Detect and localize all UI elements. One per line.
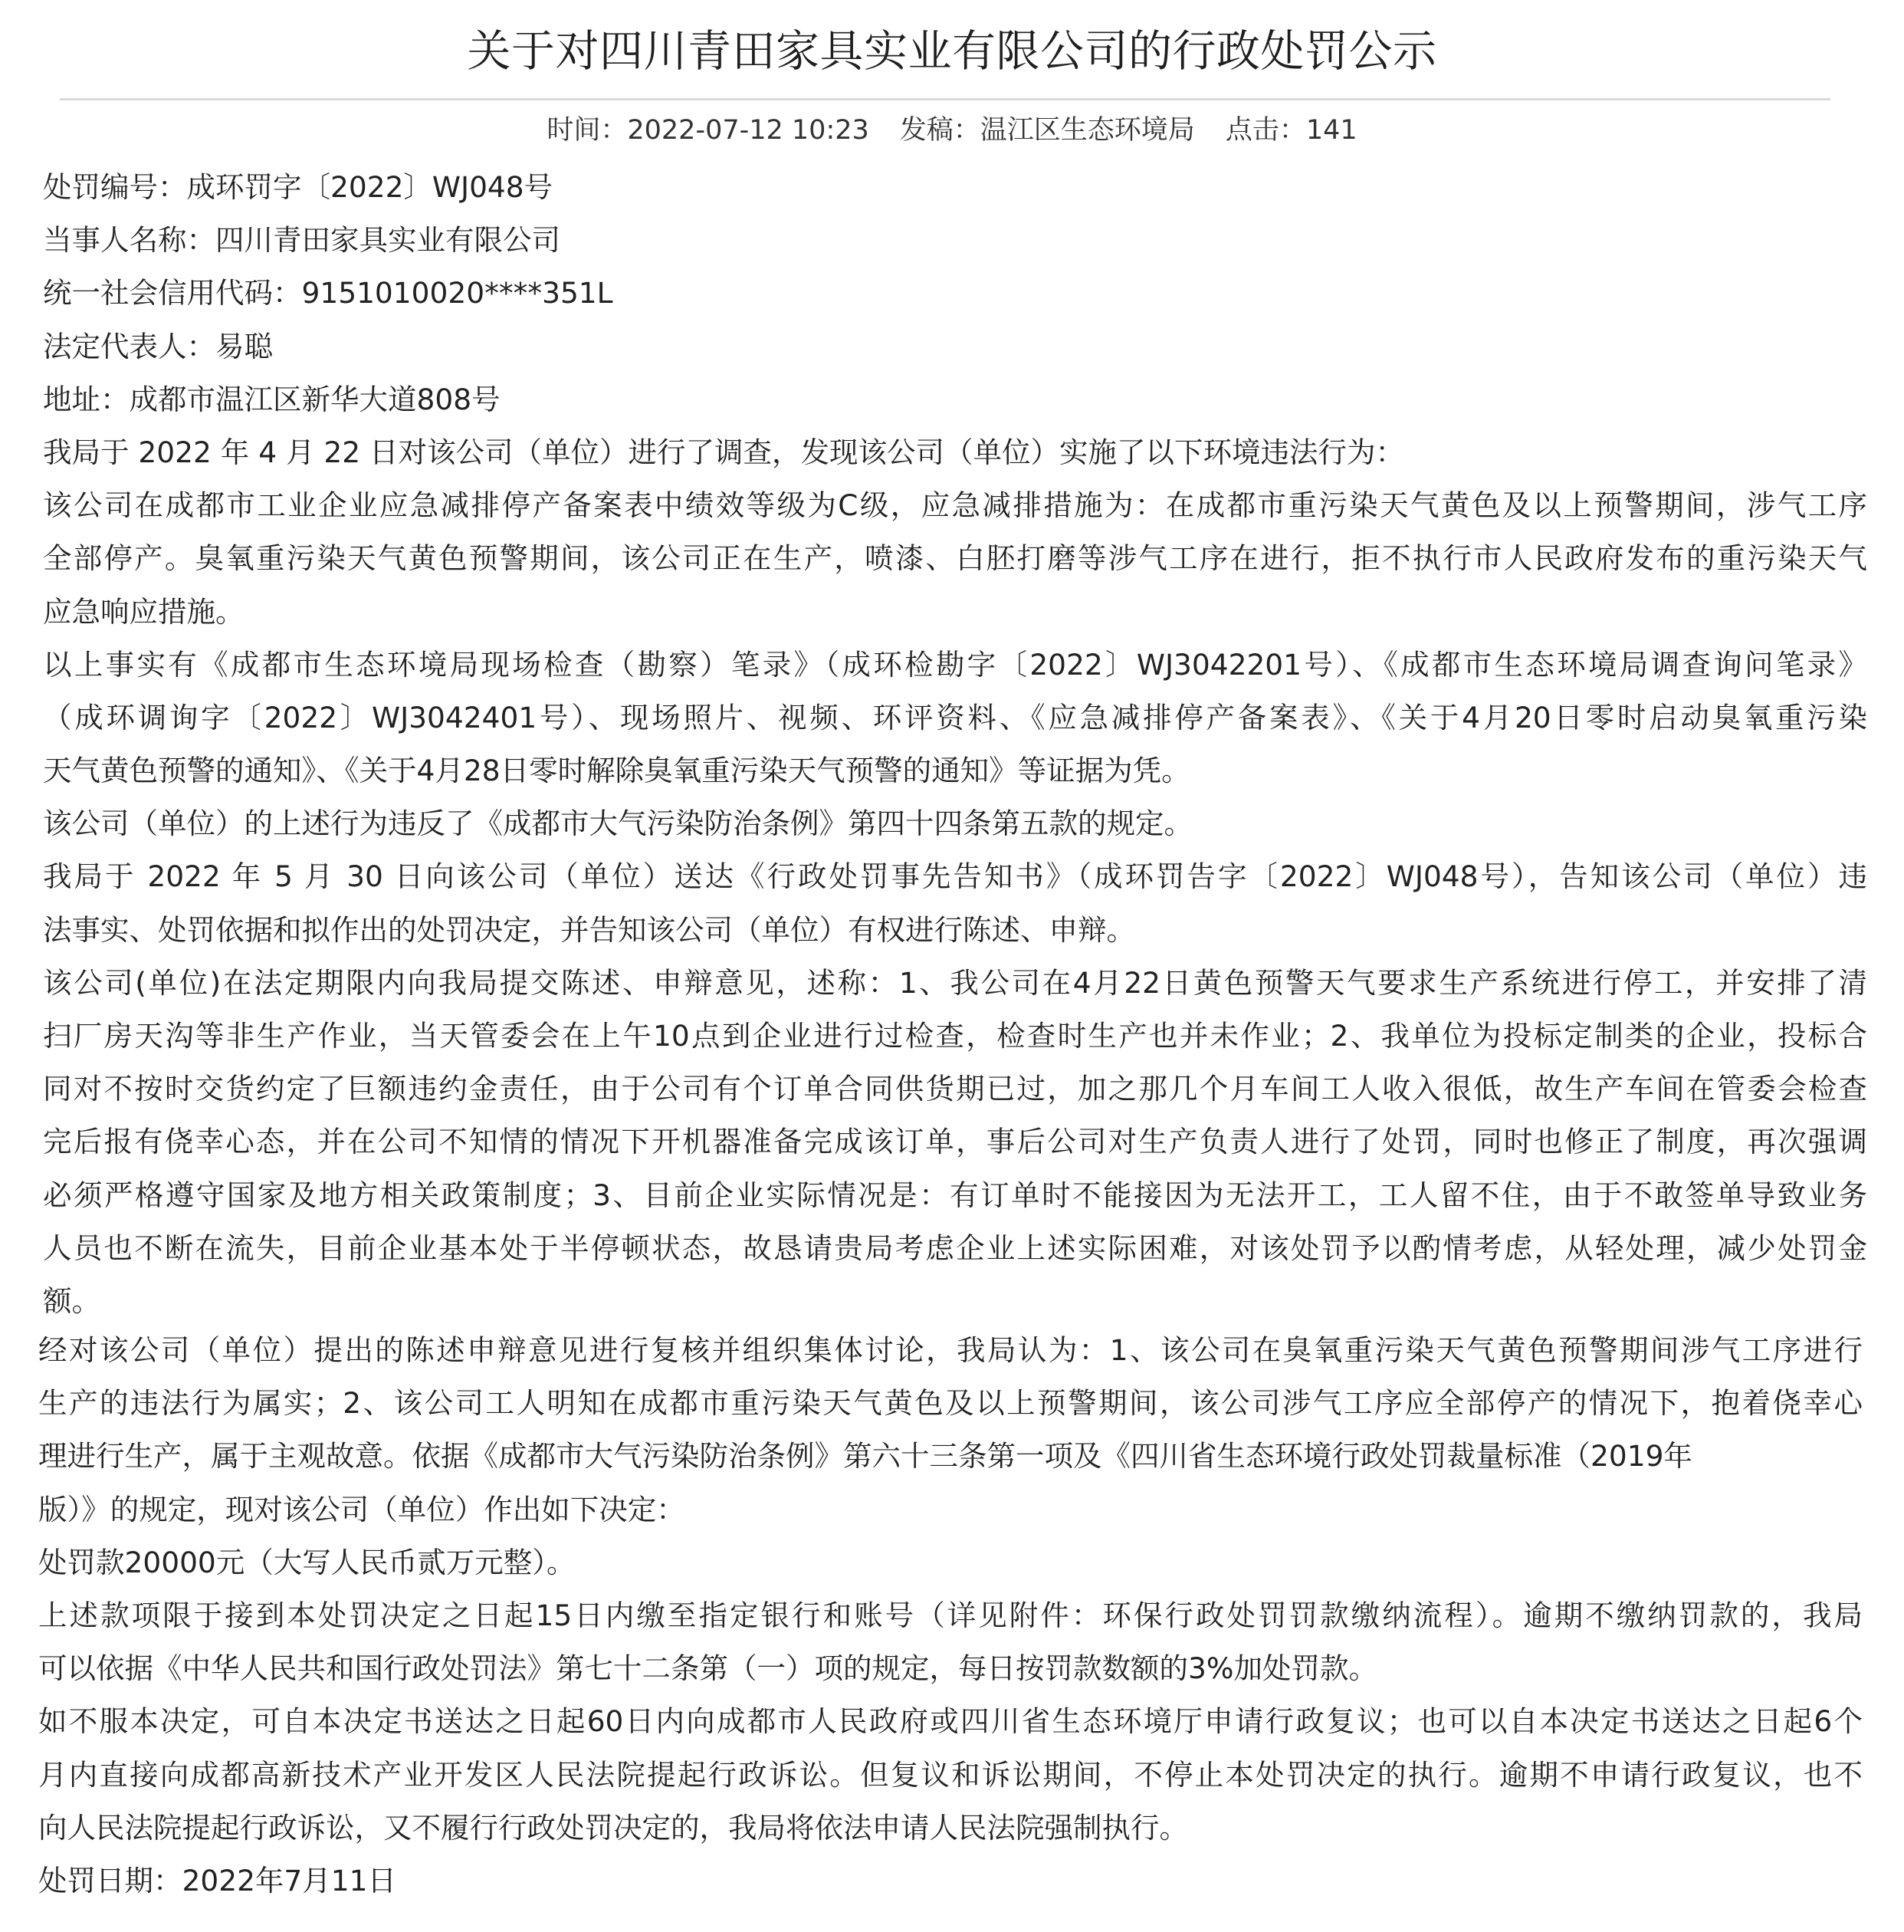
text-line: 该公司在成都市工业企业应急减排停产备案表中绩效等级为C级，应急减排措施为：在成都市重污染天气黄色及以上预警期间，涉气工序 [43, 488, 1867, 523]
text-line: 如不服本决定，可自本决定书送达之日起60日内向成都市人民政府或四川省生态环境厅申请行政复议；也可以自本决定书送达之日起6个 [38, 1704, 1863, 1739]
text-line: 法事实、处罚依据和拟作出的处罚决定，并告知该公司（单位）有权进行陈述、申辩。 [43, 912, 1135, 947]
clicks-value: 141 [1305, 115, 1357, 146]
text-line: 理进行生产，属于主观故意。依据《成都市大气污染防治条例》第六十三条第一项及《四川省生态环境行政处罚裁量标准（2019年 [38, 1439, 1692, 1474]
text-line: 天气黄色预警的通知》、《关于4月28日零时解除臭氧重污染天气预警的通知》等证据为凭。 [43, 754, 1190, 788]
title-divider [60, 98, 1830, 100]
text-line: 可以依据《中华人民共和国行政处罚法》第七十二条第（一）项的规定，每日按罚款数额的3%加处罚款。 [38, 1651, 1377, 1686]
text-line: 人员也不断在流失，目前企业基本处于半停顿状态，故恳请贵局考虑企业上述实际困难，对该处罚予以酌情考虑，从轻处理，减少处罚金 [43, 1230, 1867, 1265]
text-line: 地址：成都市温江区新华大道808号 [43, 382, 501, 416]
source-label: 发稿： [899, 115, 980, 146]
text-line: 该公司（单位）的上述行为违反了《成都市大气污染防治条例》第四十四条第五款的规定。 [43, 807, 1193, 841]
text-line: 版）》的规定，现对该公司（单位）作出如下决定： [38, 1492, 685, 1526]
text-line: 法定代表人：易聪 [43, 329, 273, 363]
time-label: 时间： [547, 115, 628, 146]
text-line: 全部停产。臭氧重污染天气黄色预警期间，该公司正在生产，喷漆、白胚打磨等涉气工序在进行，拒不执行市人民政府发布的重污染天气 [43, 541, 1867, 576]
article-body-upper [43, 161, 1867, 1328]
text-line: 完后报有侥幸心态，并在公司不知情的情况下开机器准备完成该订单，事后公司对生产负责人进行了处罚，同时也修正了制度，再次强调 [43, 1125, 1867, 1159]
text-line: 处罚编号：成环罚字〔2022〕WJ048号 [43, 170, 553, 204]
text-line: 我局于 2022 年 5 月 30 日向该公司（单位）送达《行政处罚事先告知书》（成环罚告字〔2022〕WJ048号），告知该公司（单位）违 [43, 859, 1867, 894]
text-line: 月内直接向成都高新技术产业开发区人民法院提起行政诉讼。但复议和诉讼期间，不停止本处罚决定的执行。逾期不申请行政复议，也不 [38, 1757, 1863, 1792]
text-line: 统一社会信用代码：9151010020****351L [43, 276, 613, 310]
text-line: 以上事实有《成都市生态环境局现场检查（勘察）笔录》（成环检勘字〔2022〕WJ3042201号）、《成都市生态环境局调查询问笔录》 [43, 647, 1867, 682]
text-line: （成环调询字〔2022〕WJ3042401号）、现场照片、视频、环评资料、《应急减排停产备案表》、《关于4月20日零时启动臭氧重污染 [43, 700, 1867, 734]
page-title: 关于对四川青田家具实业有限公司的行政处罚公示 [467, 26, 1437, 77]
article-meta [0, 107, 1904, 153]
title-container [0, 15, 1904, 92]
penalty-date: 处罚日期：2022年7月11日 [38, 1863, 397, 1898]
text-line: 应急响应措施。 [43, 594, 245, 629]
text-line: 向人民法院提起行政诉讼，又不履行行政处罚决定的，我局将依法申请人民法院强制执行。 [38, 1810, 1188, 1845]
text-line: 额。 [43, 1283, 100, 1318]
text-line: 必须严格遵守国家及地方相关政策制度；3、目前企业实际情况是：有订单时不能接因为无法开工，工人留不住，由于不敢签单导致业务 [43, 1178, 1867, 1212]
text-line: 生产的违法行为属实；2、该公司工人明知在成都市重污染天气黄色及以上预警期间，该公司涉气工序应全部停产的情况下，抱着侥幸心 [38, 1386, 1863, 1421]
text-line: 同对不按时交货约定了巨额违约金责任，由于公司有个订单合同供货期已过，加之那几个月车间工人收入很低，故生产车间在管委会检查 [43, 1072, 1867, 1106]
clicks-label: 点击： [1225, 115, 1306, 146]
time-value: 2022-07-12 10:23 [627, 115, 869, 146]
source-value: 温江区生态环境局 [980, 115, 1195, 146]
text-line: 当事人名称：四川青田家具实业有限公司 [43, 223, 560, 258]
text-line: 该公司(单位)在法定期限内向我局提交陈述、申辩意见，述称：1、我公司在4月22日黄色预警天气要求生产系统进行停工，并安排了清 [43, 965, 1867, 1000]
text-line: 扫厂房天沟等非生产作业，当天管委会在上午10点到企业进行过检查，检查时生产也并未作业；2、我单位为投标定制类的企业，投标合 [43, 1019, 1867, 1053]
text-line: 经对该公司（单位）提出的陈述申辩意见进行复核并组织集体讨论，我局认为：1、该公司在臭氧重污染天气黄色预警期间涉气工序进行 [38, 1333, 1863, 1367]
text-line: 处罚款20000元（大写人民币贰万元整）。 [38, 1545, 576, 1579]
text-line: 上述款项限于接到本处罚决定之日起15日内缴至指定银行和账号（详见附件：环保行政处罚罚款缴纳流程）。逾期不缴纳罚款的，我局 [38, 1598, 1863, 1632]
article-body-lower [38, 1324, 1863, 1907]
text-line: 我局于 2022 年 4 月 22 日对该公司（单位）进行了调查，发现该公司（单位）实施了以下环境违法行为： [43, 435, 1405, 469]
